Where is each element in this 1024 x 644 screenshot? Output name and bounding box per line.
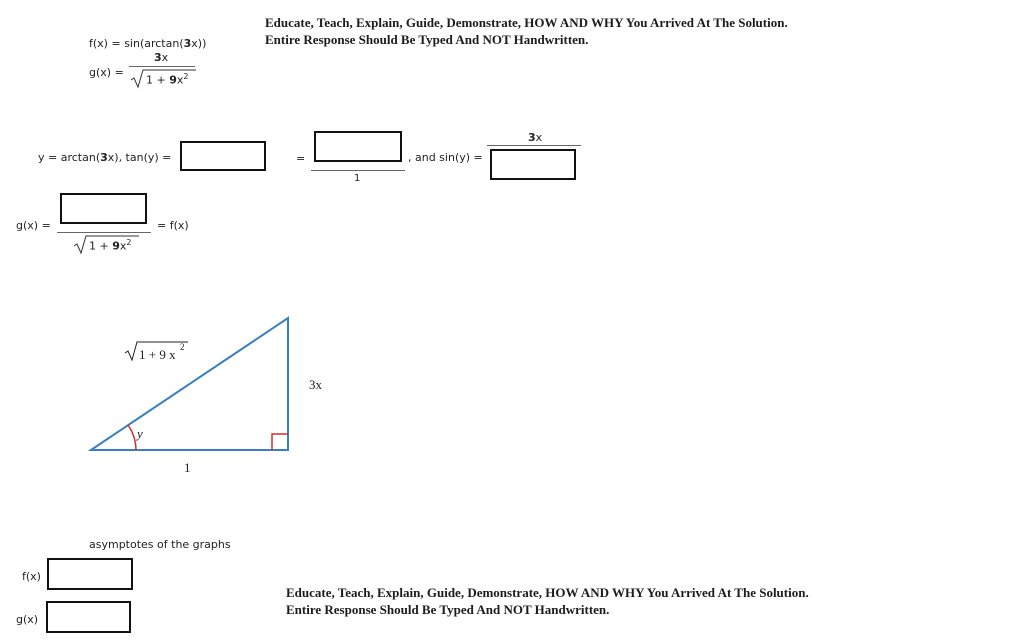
g-step2-denominator [89, 238, 131, 253]
opposite-label: 3x [309, 377, 322, 392]
instructions-bottom-line-1: Educate, Teach, Explain, Guide, Demonstrate, HOW AND WHY You Arrived At The Solution. [286, 585, 809, 600]
g-den-prefix: 1 + [146, 73, 170, 87]
f-rhs-b: x)) [191, 37, 207, 50]
sin-y-numerator-var: x [535, 131, 543, 144]
instructions-line-2: Entire Response Should Be Typed And NOT Handwritten. [265, 32, 589, 47]
g-num-var: x [161, 51, 169, 64]
g-step2-den-prefix: 1 + [89, 239, 113, 253]
asymptote-g-label: g(x) [16, 613, 39, 626]
right-triangle-diagram [80, 310, 340, 480]
sin-y-numerator [528, 131, 542, 144]
and-sin-y-text: , and sin(y) = [408, 151, 483, 164]
angle-label: y [137, 426, 143, 441]
sin-y-numerator-bold: 3 [528, 131, 536, 144]
sin-y-fraction-bar [487, 145, 581, 146]
instructions-top [265, 14, 788, 48]
g-definition-denominator [146, 72, 188, 87]
g-den-bold: 9 [169, 73, 177, 87]
step1-prefix-a: y = arctan( [38, 151, 101, 164]
g-step2-den-exp: 2 [126, 238, 132, 247]
tan-y-input[interactable] [180, 141, 266, 171]
tan-y-denominator: 1 [354, 173, 361, 184]
triangle-sides [91, 318, 288, 450]
step2-rhs: = f(x) [157, 219, 189, 232]
g-step2-fraction-bar [57, 232, 151, 233]
g-definition-lhs: g(x) = [89, 66, 124, 79]
step1-prefix-b: x), tan(y) = [107, 151, 172, 164]
hypotenuse-exp: 2 [180, 342, 185, 352]
asymptotes-title: asymptotes of the graphs [89, 538, 231, 551]
asymptote-f-input[interactable] [47, 558, 133, 590]
adjacent-label: 1 [184, 460, 191, 475]
f-rhs-a: sin(arctan( [124, 37, 184, 50]
f-lhs: f(x) = [89, 37, 125, 50]
g-den-var: x [176, 73, 184, 87]
right-angle-marker [272, 434, 288, 450]
f-definition [89, 37, 206, 50]
tan-y-numerator-input[interactable] [314, 131, 402, 162]
g-definition-numerator [154, 51, 168, 64]
step2-lhs: g(x) = [16, 219, 51, 232]
step1-prefix-bold: 3 [100, 151, 108, 164]
instructions-bottom [286, 584, 809, 618]
g-definition-fraction-bar [129, 66, 195, 67]
g-num-bold: 3 [154, 51, 162, 64]
asymptote-g-input[interactable] [46, 601, 131, 633]
g-step2-den-bold: 9 [112, 239, 120, 253]
tan-y-fraction-bar [311, 170, 405, 171]
angle-arc [128, 425, 136, 450]
sin-y-denominator-input[interactable] [490, 149, 576, 180]
step1-prefix [38, 151, 171, 164]
g-step2-den-var: x [119, 239, 127, 253]
step1-equals: = [296, 152, 306, 165]
f-rhs-bold: 3 [183, 37, 192, 50]
instructions-bottom-line-2: Entire Response Should Be Typed And NOT Handwritten. [286, 602, 610, 617]
asymptote-f-label: f(x) [22, 570, 41, 583]
g-numerator-input[interactable] [60, 193, 147, 224]
instructions-line-1: Educate, Teach, Explain, Guide, Demonstrate, HOW AND WHY You Arrived At The Solution. [265, 15, 788, 30]
hypotenuse-label: 1 + 9 x [139, 347, 176, 362]
g-den-exp: 2 [183, 72, 189, 81]
